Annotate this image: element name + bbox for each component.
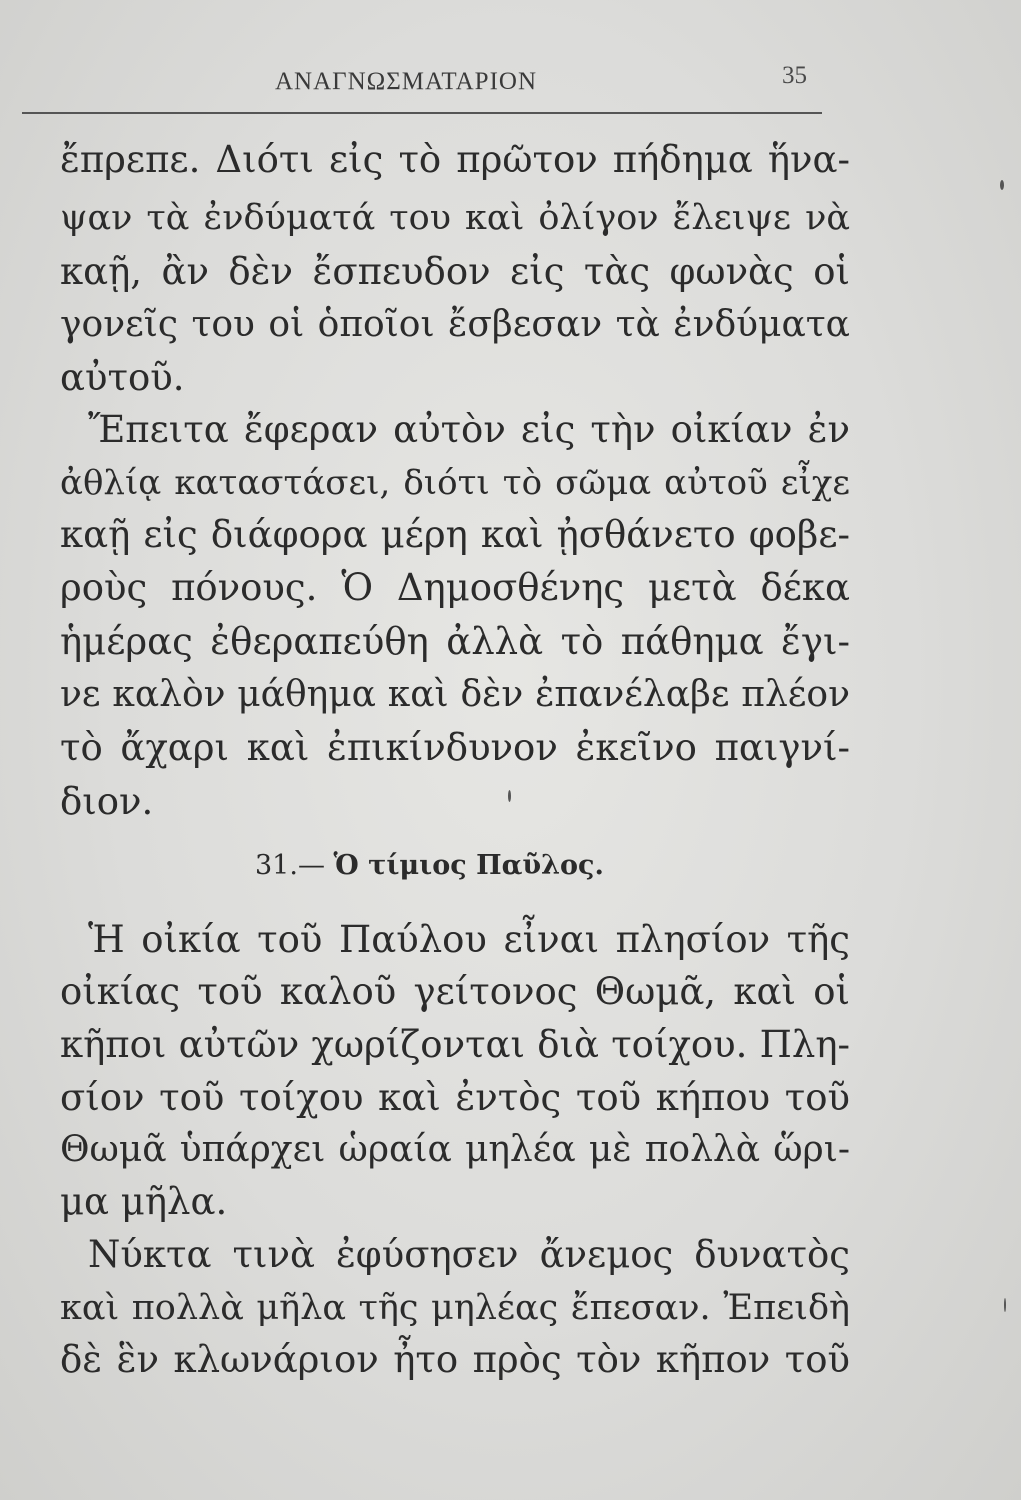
- section-title: Ὁ τίμιος Παῦλος.: [333, 850, 604, 881]
- text-line: καῇ, ἂν δὲν ἔσπευδον εἰς τὰς φωνὰς οἱ: [60, 250, 850, 293]
- text-line: οἰκίας τοῦ καλοῦ γείτονος Θωμᾶ, καὶ οἱ: [60, 970, 850, 1013]
- text-line: ἀθλίᾳ καταστάσει, διότι τὸ σῶμα αὐτοῦ εἶχε: [60, 463, 850, 503]
- text-line: μα μῆλα.: [60, 1180, 228, 1223]
- ink-speck: [1004, 1298, 1006, 1312]
- text-line: νε καλὸν μάθημα καὶ δὲν ἐπανέλαβε πλέον: [60, 674, 850, 715]
- header-rule: [22, 112, 822, 114]
- section-number: 31.—: [255, 850, 325, 881]
- text-line: Θωμᾶ ὑπάρχει ὡραία μηλέα μὲ πολλὰ ὥρι-: [60, 1129, 850, 1170]
- text-line: Ἔπειτα ἔφεραν αὐτὸν εἰς τὴν οἰκίαν ἐν: [88, 408, 850, 451]
- text-line: γονεῖς του οἱ ὁποῖοι ἔσβεσαν τὰ ἐνδύματα: [60, 304, 850, 345]
- text-line: τὸ ἄχαρι καὶ ἐπικίνδυνον ἐκεῖνο παιγνί-: [60, 726, 850, 769]
- text-line: καῇ εἰς διάφορα μέρη καὶ ᾐσθάνετο φοβε-: [60, 513, 850, 556]
- page-number: 35: [782, 62, 807, 89]
- text-line: κῆποι αὐτῶν χωρίζονται διὰ τοίχου. Πλη-: [60, 1023, 850, 1066]
- text-line: σίον τοῦ τοίχου καὶ ἐντὸς τοῦ κήπου τοῦ: [60, 1076, 850, 1119]
- text-line: ψαν τὰ ἐνδύματά του καὶ ὀλίγον ἔλειψε νὰ: [60, 198, 850, 238]
- ink-speck: [1000, 180, 1004, 190]
- running-head: ΑΝΑΓΝΩΣΜΑΤΑΡΙΟΝ: [275, 68, 537, 95]
- text-line: Νύκτα τινὰ ἐφύσησεν ἄνεμος δυνατὸς: [88, 1233, 850, 1276]
- text-line: Ἡ οἰκία τοῦ Παύλου εἶναι πλησίον τῆς: [88, 918, 850, 961]
- text-line: δὲ ἓν κλωνάριον ἦτο πρὸς τὸν κῆπον τοῦ: [60, 1338, 850, 1381]
- section-heading: [255, 850, 604, 881]
- text-line: ἡμέρας ἐθεραπεύθη ἀλλὰ τὸ πάθημα ἔγι-: [60, 620, 850, 663]
- text-line: ροὺς πόνους. Ὁ Δημοσθένης μετὰ δέκα: [60, 566, 850, 609]
- text-line: καὶ πολλὰ μῆλα τῆς μηλέας ἔπεσαν. Ἐπειδὴ: [60, 1288, 850, 1328]
- text-line: αὐτοῦ.: [60, 356, 185, 399]
- text-line: διον.: [60, 780, 154, 823]
- ink-speck: [508, 790, 511, 802]
- text-line: ἔπρεπε. Διότι εἰς τὸ πρῶτον πήδημα ἥνα-: [60, 138, 850, 181]
